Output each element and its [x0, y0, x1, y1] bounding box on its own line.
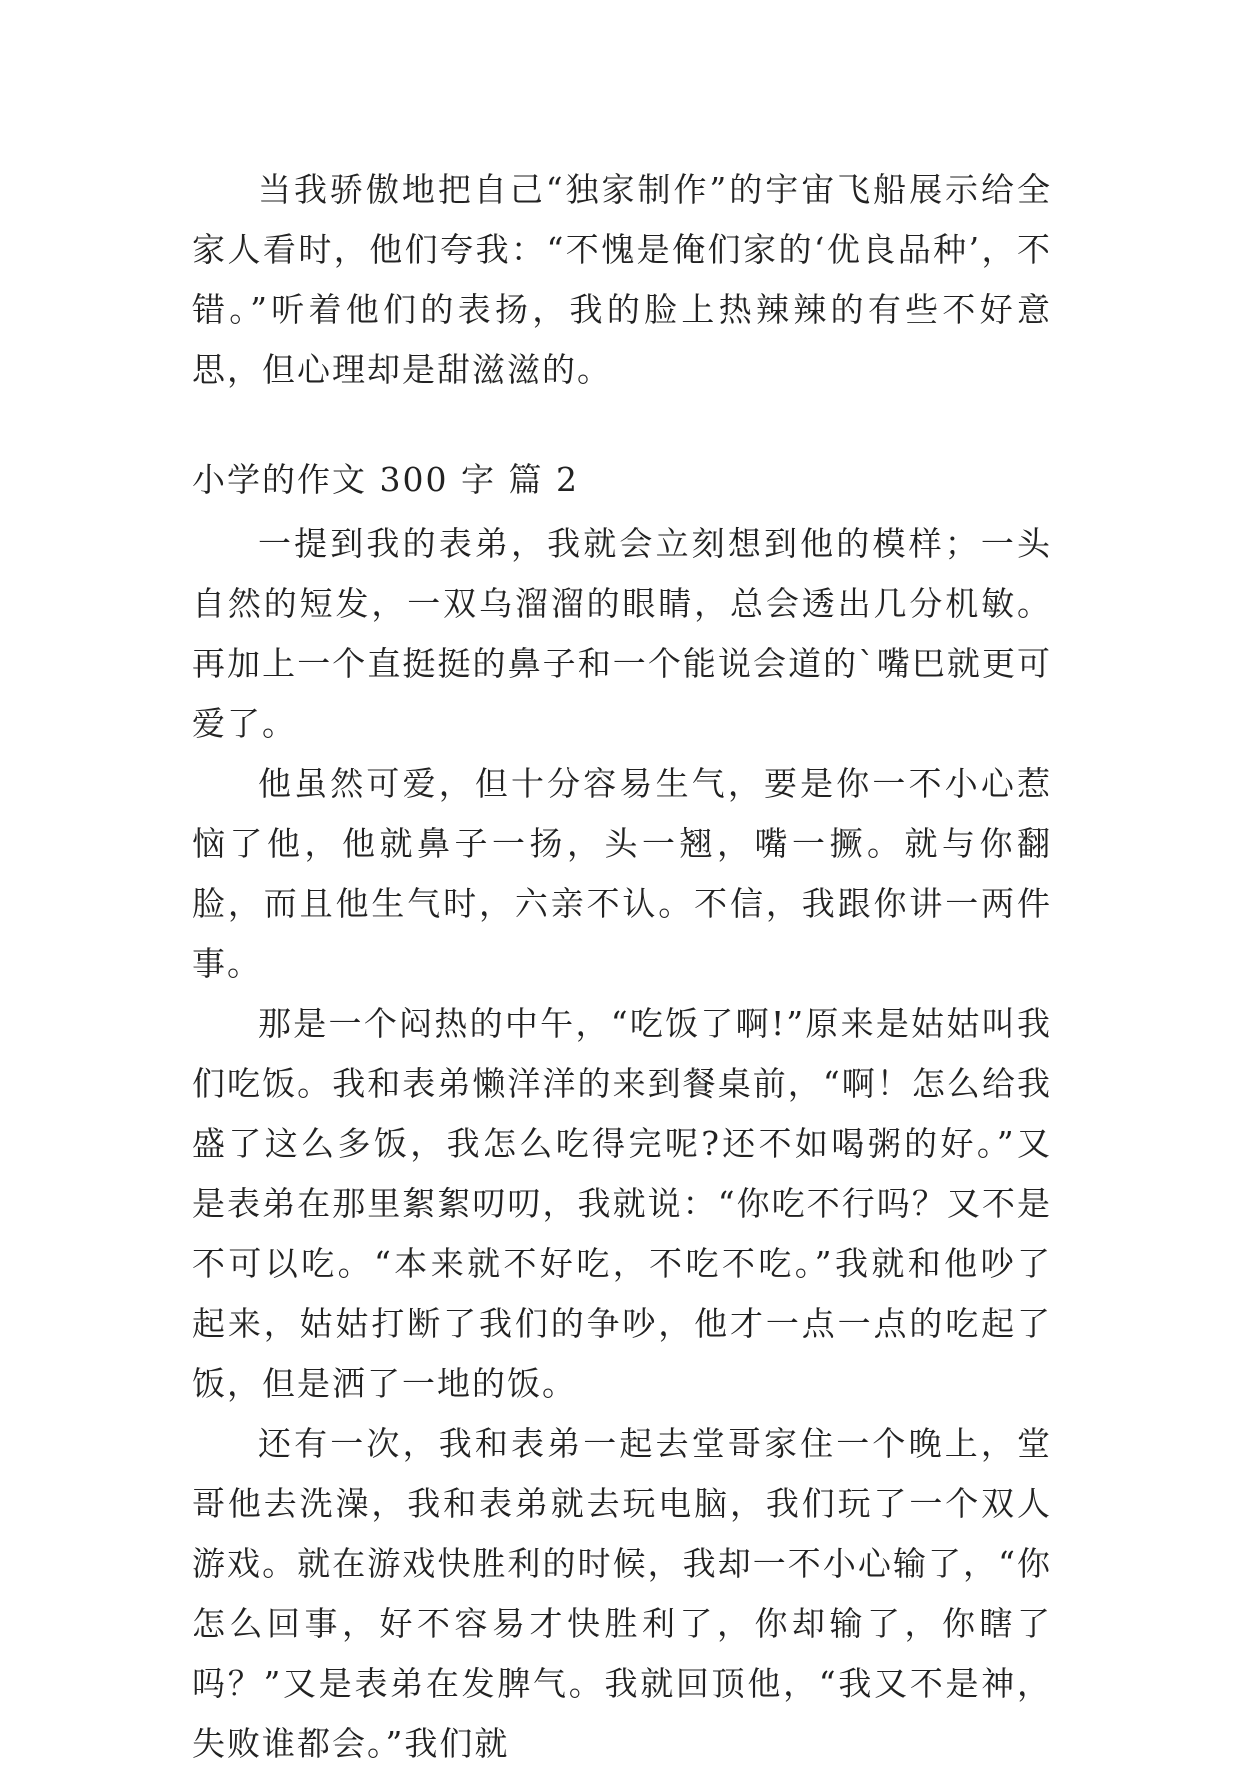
section-gap — [192, 400, 1052, 450]
document-body — [192, 160, 1052, 1774]
paragraph-2: 他虽然可爱，但十分容易生气，要是你一不小心惹恼了他，他就鼻子一扬，头一翘，嘴一撅。就与你翻脸，而且他生气时，六亲不认。不信，我跟你讲一两件事。 — [192, 764, 1052, 983]
paragraph-intro: 当我骄傲地把自己“独家制作”的宇宙飞船展示给全家人看时，他们夸我：“不愧是俺们家的‘优良品种’，不错。”听着他们的表扬，我的脸上热辣辣的有些不好意思，但心理却是甜滋滋的。 — [192, 170, 1052, 389]
section-title: 小学的作文 300 字 篇 2 — [192, 460, 579, 499]
paragraph-3: 那是一个闷热的中午，“吃饭了啊!”原来是姑姑叫我们吃饭。我和表弟懒洋洋的来到餐桌前，“啊！怎么给我盛了这么多饭，我怎么吃得完呢?还不如喝粥的好。”又是表弟在那里絮絮叨叨，我就说：“你吃不行吗？又不是不可以吃。“本来就不好吃，不吃不吃。”我就和他吵了起来，姑姑打断了我们的争吵，他才一点一点的吃起了饭，但是洒了一地的饭。 — [192, 1004, 1052, 1403]
paragraph-4: 还有一次，我和表弟一起去堂哥家住一个晚上，堂哥他去洗澡，我和表弟就去玩电脑，我们玩了一个双人游戏。就在游戏快胜利的时候，我却一不小心输了，“你怎么回事，好不容易才快胜利了，你却输了，你瞎了吗？”又是表弟在发脾气。我就回顶他，“我又不是神，失败谁都会。”我们就 — [192, 1424, 1052, 1763]
paragraph-1: 一提到我的表弟，我就会立刻想到他的模样；一头自然的短发，一双乌溜溜的眼睛，总会透出几分机敏。再加上一个直挺挺的鼻子和一个能说会道的`嘴巴就更可爱了。 — [192, 524, 1052, 743]
